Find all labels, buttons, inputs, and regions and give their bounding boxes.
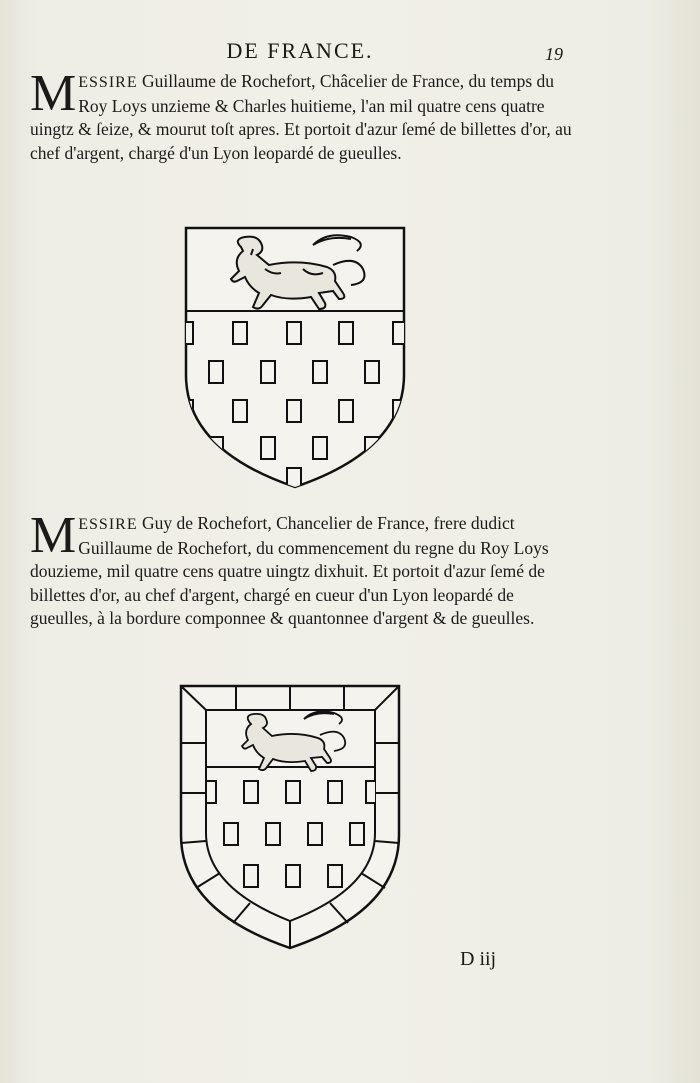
dropcap: M xyxy=(30,65,77,122)
entry-title: ESSIRE xyxy=(78,516,138,533)
running-title: DE FRANCE. xyxy=(226,38,374,63)
entry-text: Guillaume de Rochefort, Châcelier de France, du temps du Roy Loys unzieme & Charles huitieme, l'an mil quatre cens quatre uingtz & ſeize, & mourut toſt apres. Et portoit d'azur ſemé de billettes d'or, au chef d'argent, chargé d'un Lyon leopardé de gueulles. xyxy=(30,71,572,163)
entry-text: Guy de Rochefort, Chancelier de France, frere dudict Guillaume de Rochefort, du commencement du regne du Roy Loys douzieme, mil quatre cens quatre uingtz dixhuit. Et portoit d'azur ſemé de billettes d'or, au chef d'argent, chargé en cueur d'un Lyon leopardé de gueulles, à la bordure componnee & quantonnee d'argent & de gueulles. xyxy=(30,513,549,628)
signature-mark: D iij xyxy=(460,948,497,970)
coat-of-arms-guillaume xyxy=(183,225,408,490)
coat-of-arms-guy xyxy=(178,683,403,951)
page-number: 19 xyxy=(545,44,563,64)
entry-guy xyxy=(30,507,575,631)
dropcap: M xyxy=(30,507,77,564)
entry-title: ESSIRE xyxy=(78,74,138,91)
entry-guillaume xyxy=(30,65,575,165)
